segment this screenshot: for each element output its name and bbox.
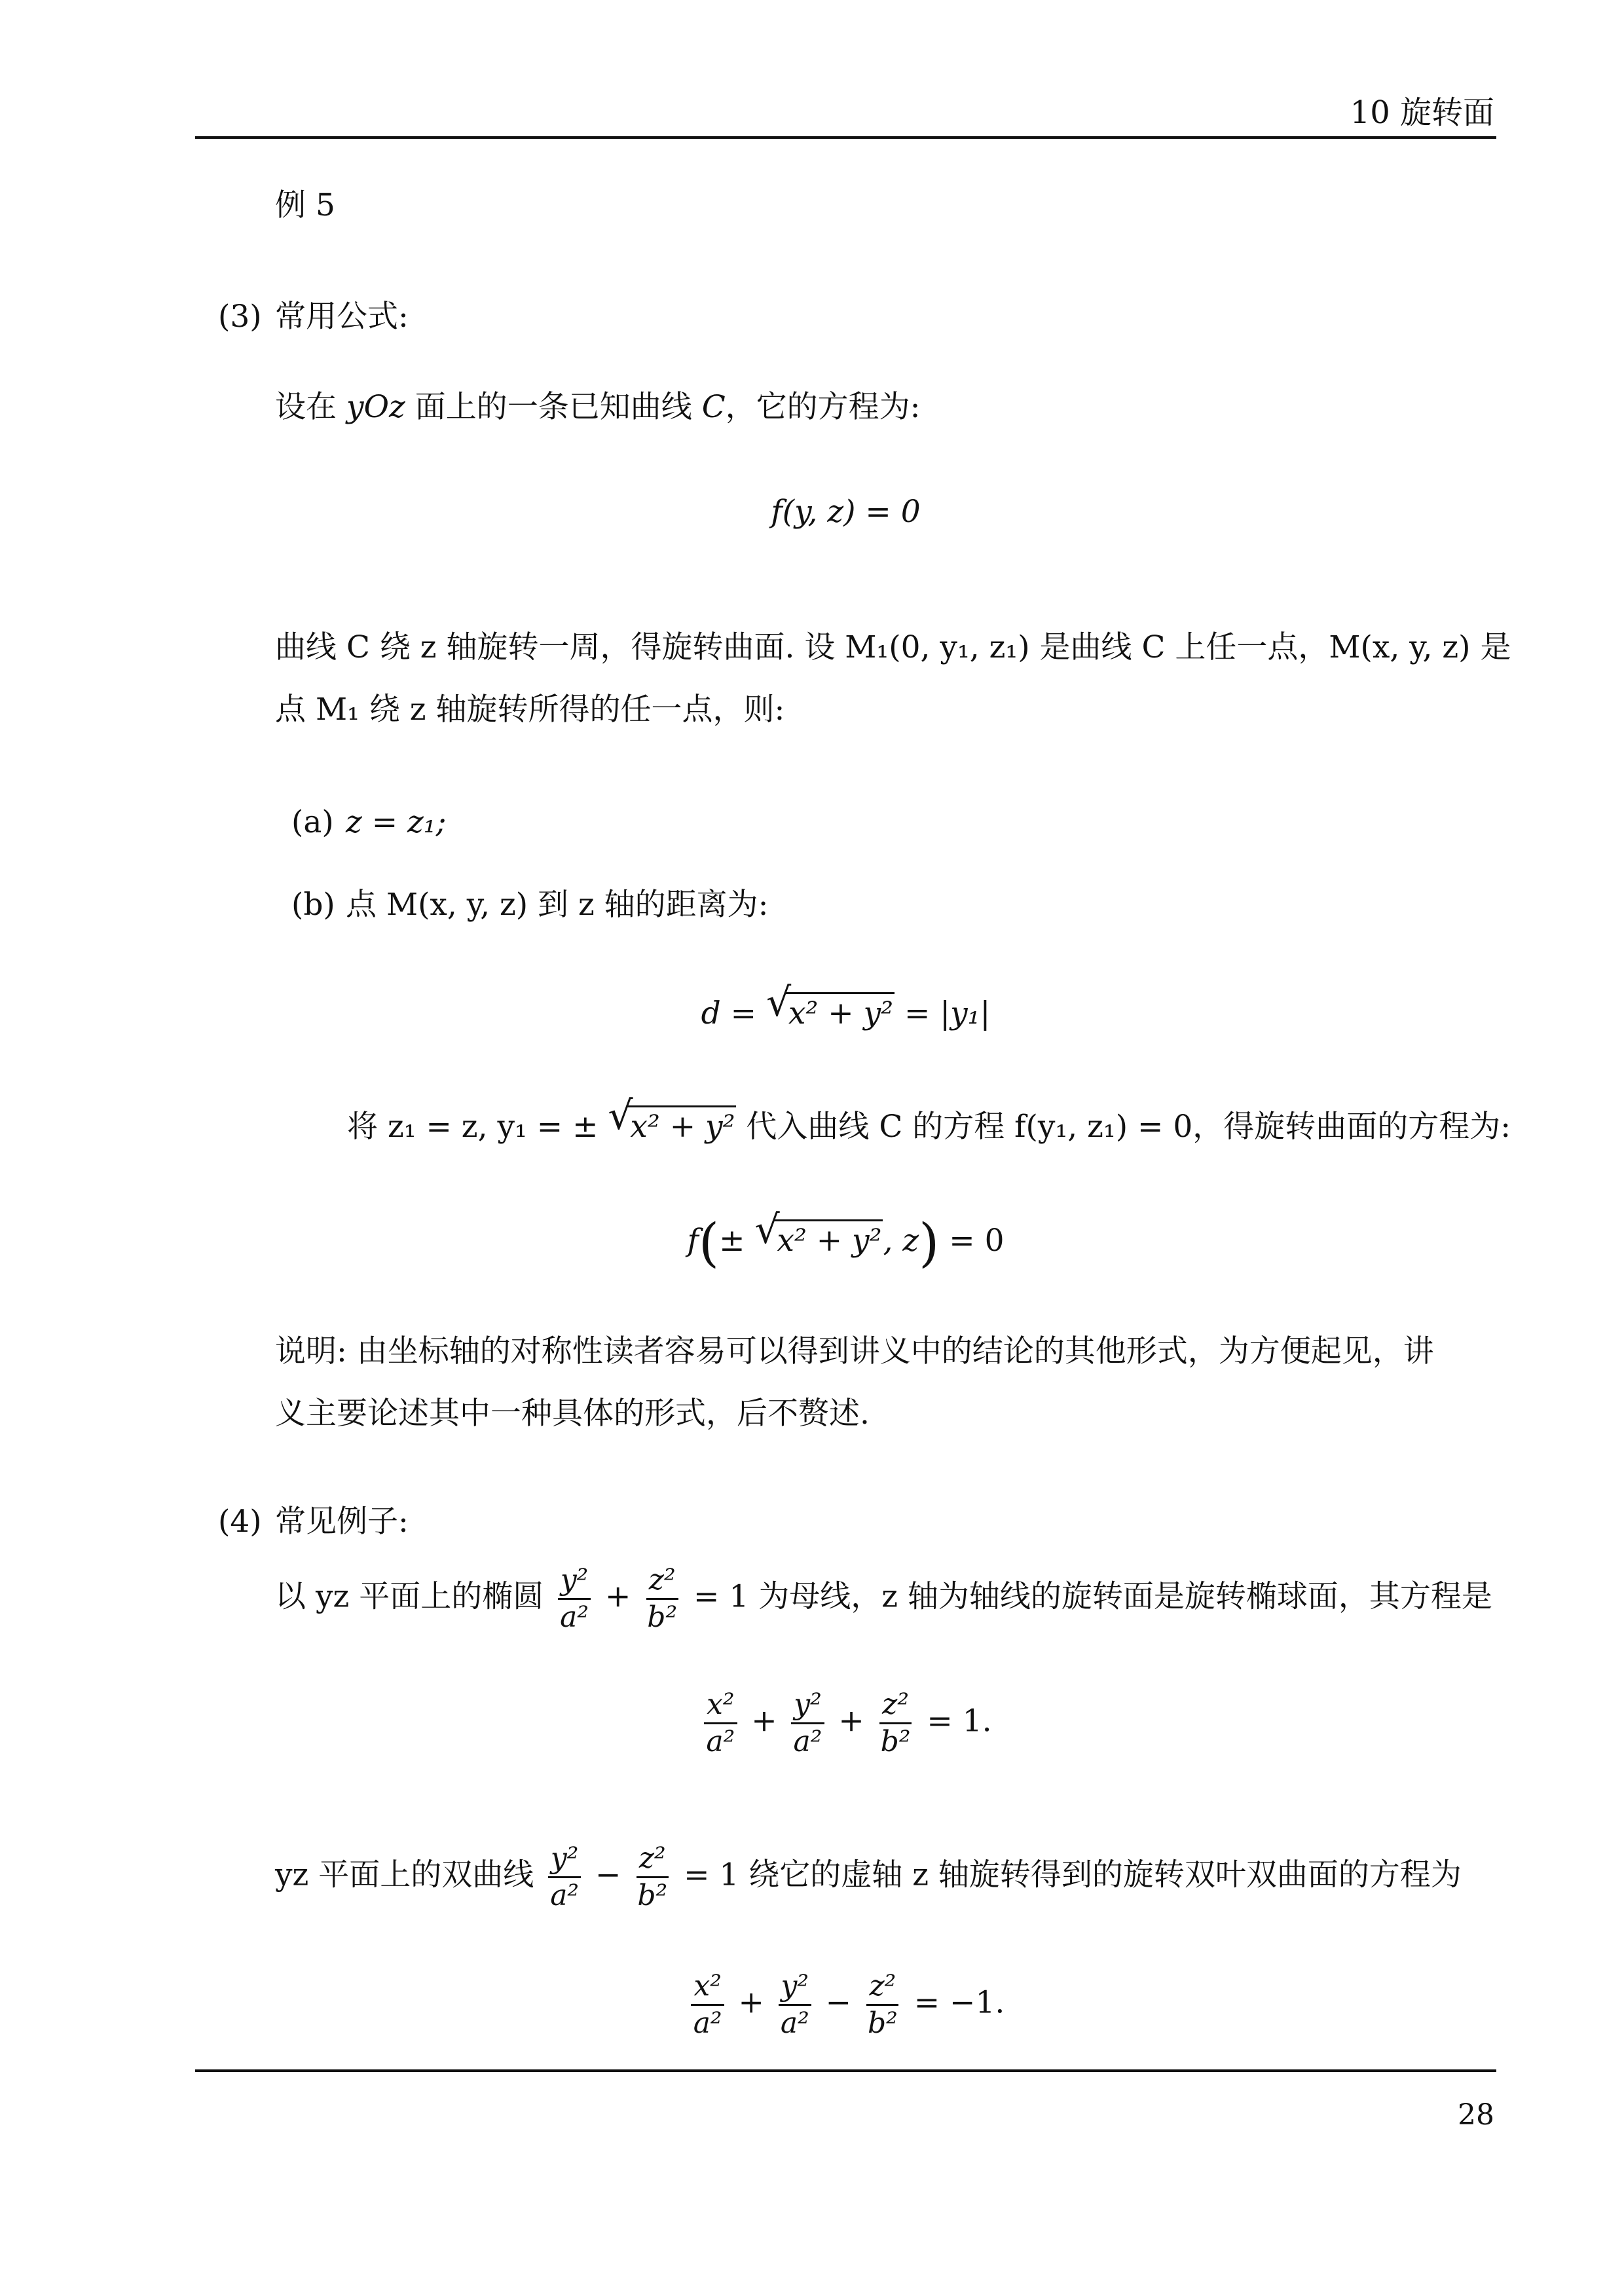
- ex2-minus: −: [585, 1857, 631, 1893]
- numerator: y²: [558, 1565, 591, 1600]
- eq3-right: = 0: [939, 1223, 1005, 1259]
- fraction: [547, 1843, 581, 1911]
- equation-hyperboloid: [195, 1971, 1496, 2039]
- ex2-text-a: yz 平面上的双曲线: [275, 1857, 544, 1893]
- fraction: [778, 1971, 812, 2039]
- numerator: z²: [866, 1971, 898, 2006]
- fraction: [878, 1690, 913, 1757]
- left-paren: (: [698, 1212, 720, 1273]
- eq3-f: f: [687, 1223, 699, 1259]
- fraction: [703, 1690, 737, 1757]
- denominator: a²: [780, 2007, 809, 2041]
- denominator: b²: [637, 1879, 668, 1913]
- eq2-left: d =: [701, 995, 766, 1031]
- item-b-label: (b): [291, 887, 335, 923]
- fraction: [791, 1690, 825, 1757]
- footer-rule: [195, 2069, 1496, 2072]
- numerator: y²: [548, 1843, 581, 1878]
- denominator: a²: [560, 1601, 589, 1635]
- ex1-text-a: 以 yz 平面上的椭圆: [275, 1578, 554, 1615]
- example-ellipsoid-sentence: [275, 1565, 1492, 1633]
- paragraph-rotation-line1: 曲线 C 绕 z 轴旋转一周，得旋转曲面. 设 M₁(0, y₁, z₁) 是曲线 C 上任一点，M(x, y, z) 是: [275, 629, 1511, 665]
- numerator: y²: [791, 1690, 824, 1724]
- sqrt-symbol: √ x² + y²: [754, 1207, 882, 1259]
- sqrt-symbol: √ x² + y²: [608, 1093, 735, 1145]
- denominator: b²: [867, 2007, 898, 2041]
- section-4-number: (4): [218, 1504, 262, 1540]
- eq3-tail: , z: [883, 1223, 919, 1259]
- operator: +: [728, 1984, 774, 2021]
- item-a-label: (a): [291, 804, 334, 840]
- denominator: b²: [647, 1601, 678, 1635]
- fraction: [691, 1971, 725, 2039]
- ex1-text-b: = 1 为母线，z 轴为轴线的旋转面是旋转椭球面，其方程是: [684, 1578, 1492, 1615]
- intro-curve: C: [701, 389, 726, 425]
- example-label: 例 5: [275, 187, 335, 223]
- denominator: b²: [880, 1725, 911, 1759]
- page-number: 28: [1458, 2098, 1494, 2132]
- note-line2: 义主要论述其中一种具体的形式，后不赘述.: [275, 1396, 870, 1432]
- numerator: z²: [879, 1690, 912, 1724]
- equation-curve: f(y, z) = 0: [771, 494, 921, 530]
- substitution-line: [347, 1093, 1511, 1145]
- eq2-radicand: x² + y²: [786, 992, 895, 1029]
- paragraph-rotation-line2: 点 M₁ 绕 z 轴旋转所得的任一点，则:: [275, 692, 785, 728]
- denominator: a²: [550, 1879, 580, 1913]
- equation-distance: [195, 980, 1496, 1031]
- eq2-right: = |y₁|: [895, 995, 991, 1031]
- denominator: a²: [793, 1725, 822, 1759]
- equation-ellipsoid: [195, 1690, 1496, 1757]
- intro-sentence: [275, 389, 921, 425]
- section-3-title: 常用公式:: [275, 299, 409, 335]
- ex1-plus: +: [595, 1578, 641, 1615]
- intro-text-a: 设在: [275, 389, 346, 425]
- denominator: a²: [706, 1725, 735, 1759]
- right-paren: ): [919, 1212, 940, 1273]
- operator: +: [828, 1703, 874, 1739]
- example-hyperboloid-sentence: [275, 1843, 1462, 1911]
- eq3-pm: ±: [719, 1223, 755, 1259]
- numerator: z²: [646, 1565, 678, 1600]
- fraction: [635, 1843, 670, 1911]
- running-header: 10 旋转面: [1350, 94, 1494, 131]
- denominator: a²: [693, 2007, 722, 2041]
- intro-text-c: ，它的方程为:: [725, 389, 921, 425]
- equation-surface: [195, 1207, 1496, 1273]
- section-4-title: 常见例子:: [275, 1504, 409, 1540]
- eq3-radicand: x² + y²: [774, 1219, 883, 1256]
- intro-plane: yOz: [346, 389, 405, 425]
- ex2-text-b: = 1 绕它的虚轴 z 轴旋转得到的旋转双叶双曲面的方程为: [674, 1857, 1462, 1893]
- section-3-number: (3): [218, 299, 262, 335]
- operator: +: [741, 1703, 787, 1739]
- sqrt-symbol: √ x² + y²: [766, 980, 894, 1031]
- numerator: z²: [637, 1843, 669, 1878]
- operator: −: [815, 1984, 861, 2021]
- item-b-text: 点 M(x, y, z) 到 z 轴的距离为:: [346, 887, 769, 923]
- numerator: x²: [691, 1971, 724, 2006]
- subst-text-b: 代入曲线 C 的方程 f(y₁, z₁) = 0，得旋转曲面的方程为:: [736, 1109, 1511, 1145]
- numerator: y²: [779, 1971, 812, 2006]
- eq5-right: = −1.: [904, 1984, 1005, 2021]
- subst-radicand: x² + y²: [627, 1105, 736, 1142]
- fraction: [644, 1565, 680, 1633]
- item-a-text: z = z₁;: [346, 804, 447, 840]
- numerator: x²: [704, 1690, 737, 1724]
- note-line1: 说明: 由坐标轴的对称性读者容易可以得到讲义中的结论的其他形式，为方便起见，讲: [275, 1333, 1434, 1369]
- header-rule: [195, 136, 1496, 139]
- fraction: [865, 1971, 900, 2039]
- fraction: [557, 1565, 591, 1633]
- subst-text-a: 将 z₁ = z, y₁ = ±: [347, 1109, 608, 1145]
- eq4-right: = 1.: [917, 1703, 992, 1739]
- intro-text-b: 面上的一条已知曲线: [405, 389, 702, 425]
